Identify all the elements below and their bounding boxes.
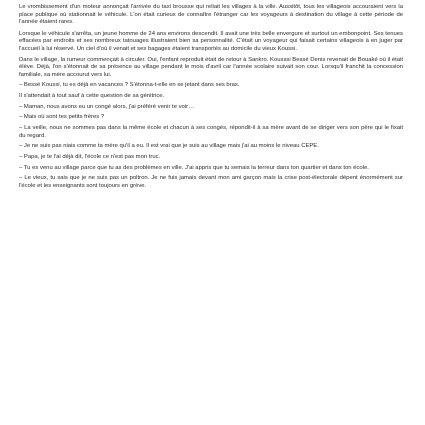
dialogue-line: – Maman, nous avons eu un congé alors, j'ai préféré venir te voir… [19,103,194,110]
paragraph-narration: Il s'attendait à tout sauf à cette question de sa génitrice. [19,92,165,99]
paragraph-intro: Le vrombissement d'un moteur annonçait l'arrivée du taxi brousse qui reliait les villages à la ville. Aussitôt, tous les villageois accouraient vers la place publique où stationnait le véhicule. L'on était curieux de connaître l'étranger car les voyageurs à destination du village à cette période de l'année étaient rares. [19,4,403,25]
dialogue-line: – Bessé Koussi, tu es déjà en vacances ? S'étonna-t-elle en se jetant dans ses bras. [19,82,240,89]
dialogue-line: – Mais où sont tes petits frères ? [19,114,105,121]
dialogue-line: – La veille, nous ne sommes pas dans la même école et chacun à ses congés, répondit-il à sa mère avant de se diriger vers son père qui le fixait du regard. [19,125,403,139]
paragraph-arrival: Lorsque le véhicule s'arrêta, un jeune homme de 24 ans environs descendit. Il avait une très belle envergure et surtout un embonpoint. Ses tenues effacées par endroits et ses nombreux tatouages illustraient bien sa personnalité. C'était un voyageur qui faisait certains villageois à en juger par l'accueil à lui réservé. Un ciel d'où il venait et ses bagages étaient transportés au domicile du vieux Koussi. [19,30,403,52]
dialogue-line: – Je ne suis pas niais comme ta mère qu'il a eu. Il est vrai que je suis au village mais j'ai au moins le niveau CEPE. [19,143,319,150]
dialogue-line: – Le vieux, tu sais que je ne suis pas un poltron. Je ne fuis jamais devant mon ami garçon mais la crise post-électorale dépent énormément sur l'école et les enseignants sont toujours en grève. [19,175,403,189]
paragraph-rumor: Dans le village, la rumeur commençait à circuler. Oui, l'enfant reproduit était de retour à Sankro. Kousssi Bessé Denis revenait de Bouaké où il était élève. Déjà, l'on s'étonnait de sa présence au village pendant le mois d'avril car l'année scolaire suivait son cour. Lorsqu'il franchit la concession familiale, sa mère accourut vers lui. [19,56,403,78]
dialogue-line: – Papa, je te l'ai déjà dit, l'école ce n'est pas mon truc. [19,153,161,160]
dialogue-line: – Tu es venu au village parce que tu as des problèmes en ville. J'ai appris que tu semais la terreur dans ton quartier et dans ton école. [19,164,369,171]
